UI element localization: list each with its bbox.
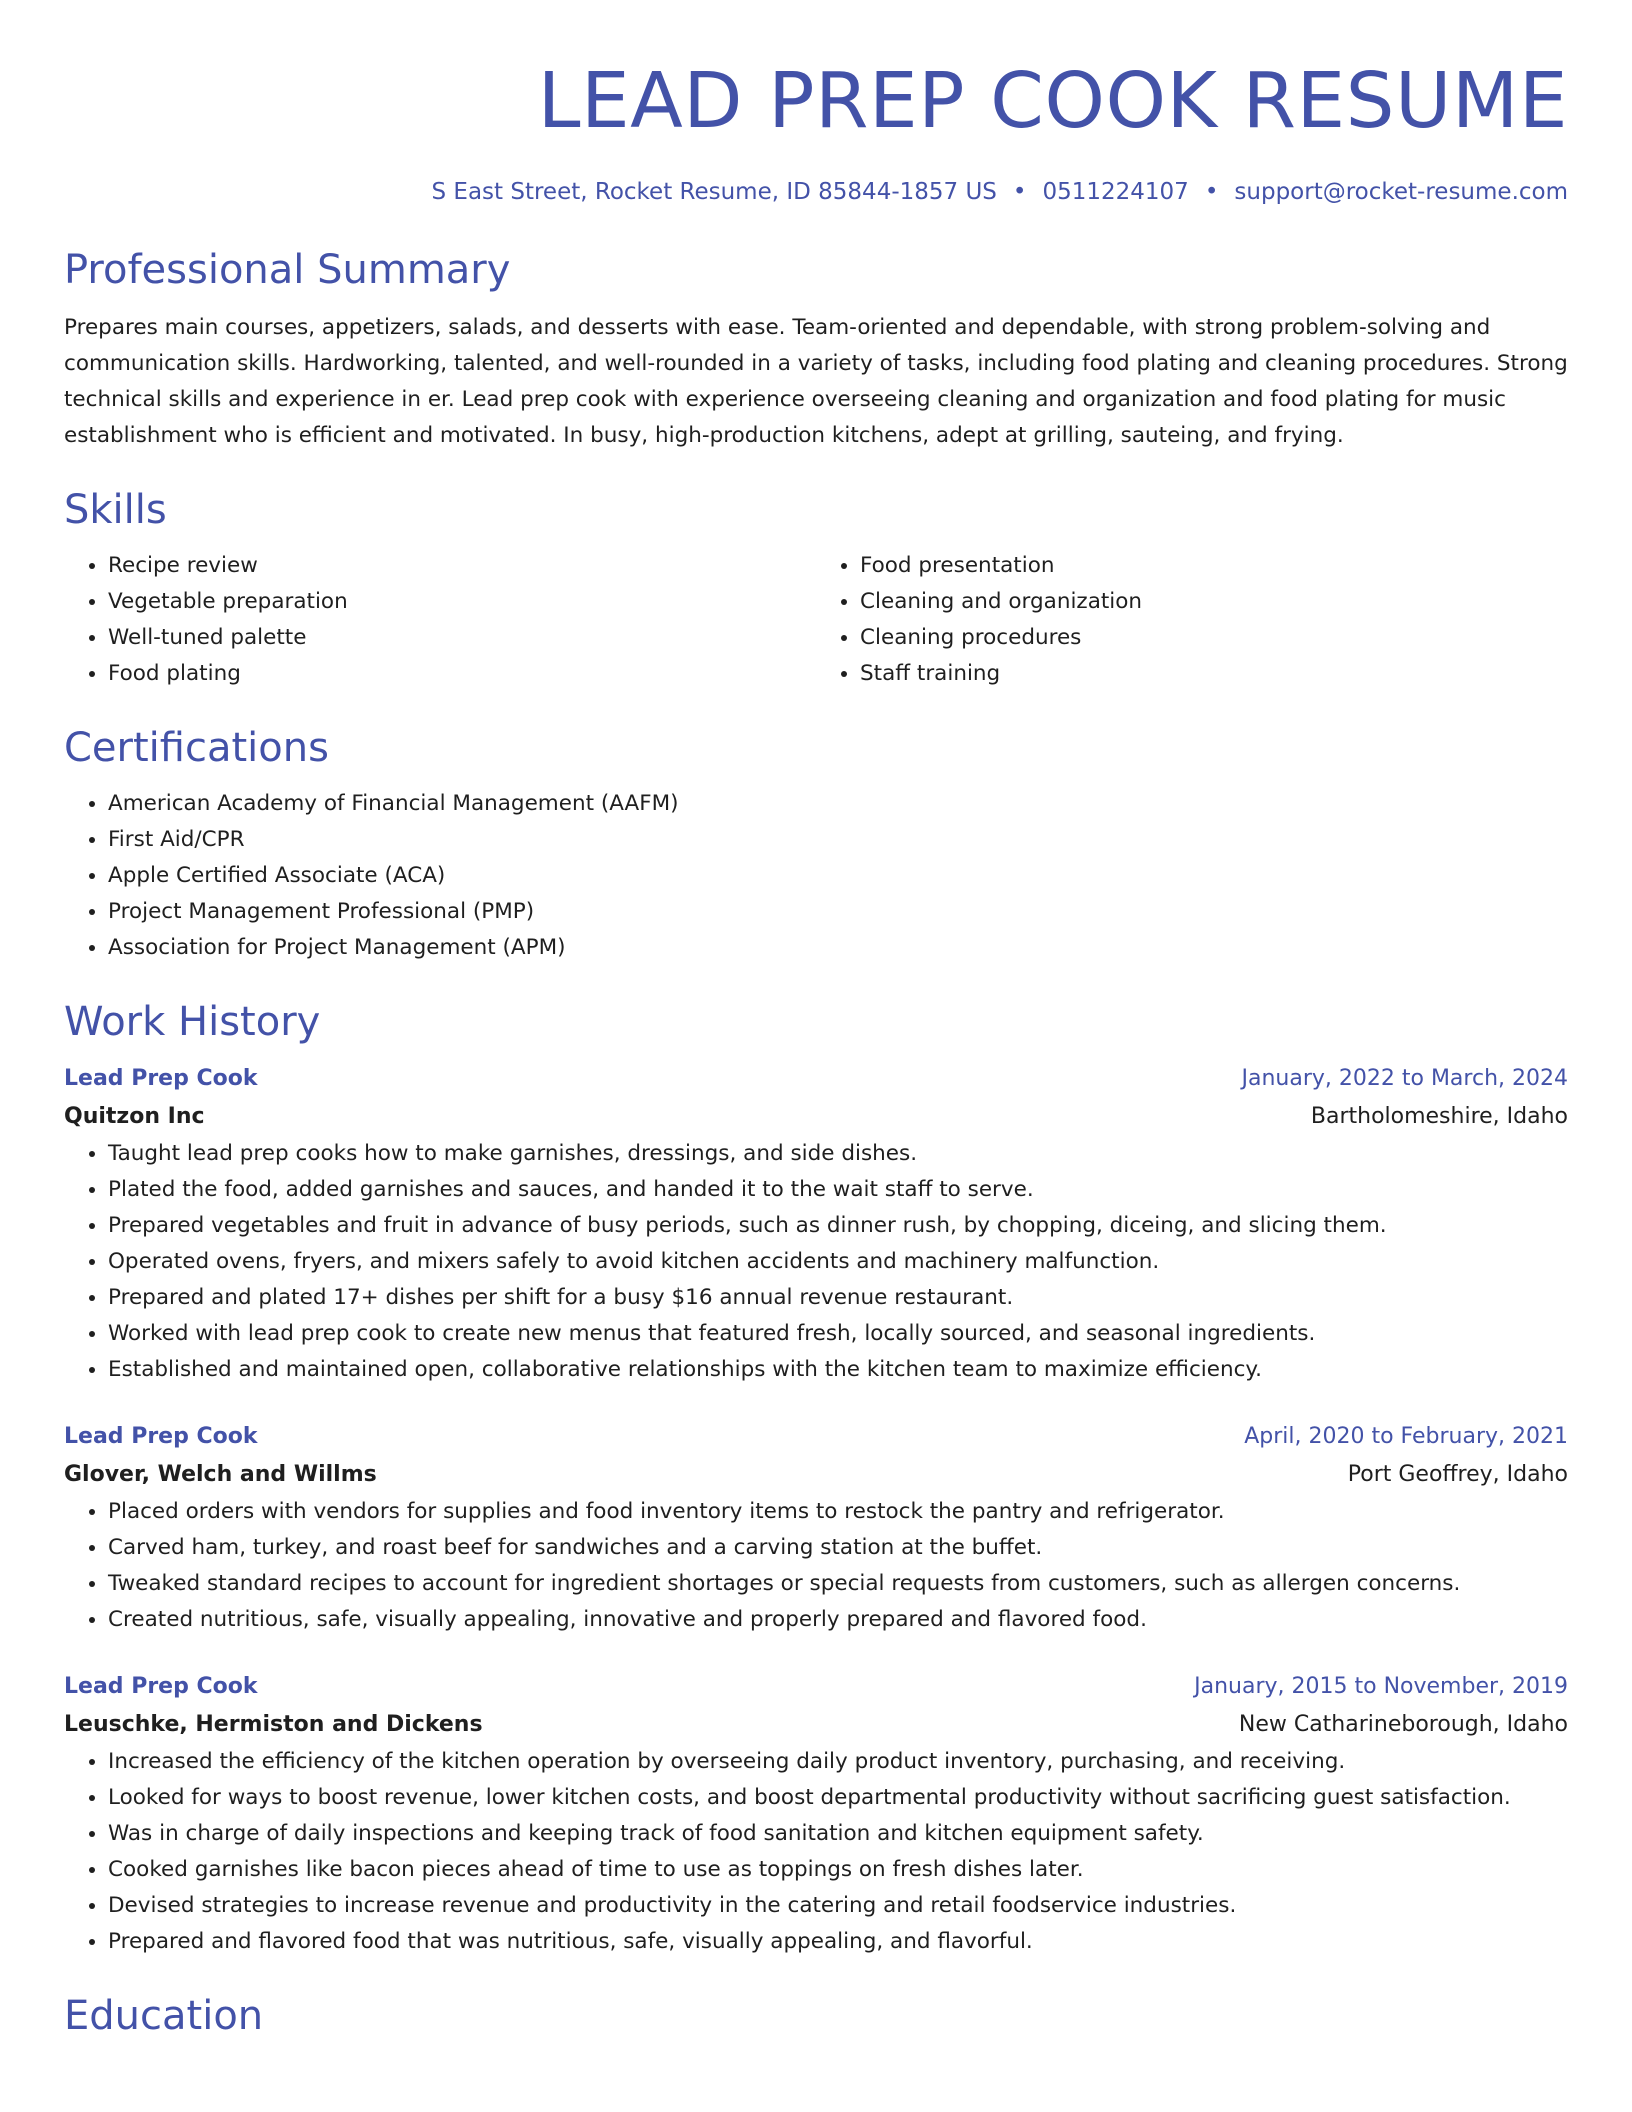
- job-bullet: • Prepared vegetables and fruit in advance of busy periods, such as dinner rush, by chopping, diceing, and slicing them.: [108, 1208, 1568, 1244]
- summary-heading: Professional Summary: [64, 247, 511, 293]
- skill-item: • Staff training: [860, 656, 1568, 692]
- skills-section: [64, 482, 1568, 692]
- job-bullet: • Tweaked standard recipes to account for ingredient shortages or special requests from customers, such as allergen concerns.: [108, 1566, 1568, 1602]
- education-heading: Education: [64, 1993, 264, 2039]
- job-bullet: • Placed orders with vendors for supplies and food inventory items to restock the pantry and refrigerator.: [108, 1494, 1568, 1530]
- job-dates: January, 2022 to March, 2024: [1241, 1066, 1568, 1091]
- skill-item: • Well-tuned palette: [108, 620, 816, 656]
- job-dates: April, 2020 to February, 2021: [1244, 1424, 1568, 1449]
- job-company-row: [64, 1706, 1568, 1744]
- job-company: Leuschke, Hermiston and Dickens: [64, 1712, 483, 1737]
- certifications-section: [64, 720, 1568, 966]
- job-bullets: [64, 1136, 1568, 1388]
- skill-item: • Cleaning and organization: [860, 584, 1568, 620]
- job-entry: [64, 1668, 1568, 1960]
- job-bullet: • Devised strategies to increase revenue and productivity in the catering and retail foodservice industries.: [108, 1888, 1568, 1924]
- job-dates: January, 2015 to November, 2019: [1194, 1674, 1568, 1699]
- job-bullets: [64, 1494, 1568, 1638]
- job-bullet: • Created nutritious, safe, visually appealing, innovative and properly prepared and flavored food.: [108, 1602, 1568, 1638]
- job-location: Port Geoffrey, Idaho: [1347, 1462, 1568, 1487]
- resume-title: LEAD PREP COOK RESUME: [537, 57, 1568, 146]
- work-history-section: [64, 994, 1568, 1960]
- certifications-list: [64, 786, 1568, 966]
- certification-item: • Association for Project Management (APM): [108, 930, 1568, 966]
- contact-separator: •: [1012, 179, 1027, 205]
- education-section: [64, 1988, 1568, 2044]
- job-header-row: [64, 1668, 1568, 1706]
- job-bullet: • Carved ham, turkey, and roast beef for sandwiches and a carving station at the buffet.: [108, 1530, 1568, 1566]
- summary-text: Prepares main courses, appetizers, salads, and desserts with ease. Team-oriented and dependable, with strong problem-solving and communication skills. Hardworking, talented, and well-rounded in a variety of tasks, including food plating and cleaning procedures. Strong technical skills and experience in er. Lead prep cook with experience overseeing cleaning and organization and food plating for music establishment who is efficient and motivated. In busy, high-production kitchens, adept at grilling, sauteing, and frying.: [64, 315, 1568, 448]
- job-company: Quitzon Inc: [64, 1104, 205, 1129]
- job-entry: [64, 1060, 1568, 1388]
- job-title: Lead Prep Cook: [64, 1066, 258, 1091]
- contact-email[interactable]: support@rocket-resume.com: [1234, 179, 1568, 205]
- job-bullet: • Looked for ways to boost revenue, lower kitchen costs, and boost departmental productivity without sacrificing guest satisfaction.: [108, 1780, 1568, 1816]
- skill-item: • Food presentation: [860, 548, 1568, 584]
- skill-item: • Cleaning procedures: [860, 620, 1568, 656]
- certification-item: • Project Management Professional (PMP): [108, 894, 1568, 930]
- skills-list-left: [64, 548, 816, 692]
- job-title: Lead Prep Cook: [64, 1674, 258, 1699]
- skills-heading: Skills: [64, 487, 167, 533]
- skill-item: • Vegetable preparation: [108, 584, 816, 620]
- job-bullet: • Cooked garnishes like bacon pieces ahead of time to use as toppings on fresh dishes later.: [108, 1852, 1568, 1888]
- job-bullet: • Was in charge of daily inspections and keeping track of food sanitation and kitchen equipment safety.: [108, 1816, 1568, 1852]
- job-bullet: • Worked with lead prep cook to create new menus that featured fresh, locally sourced, and seasonal ingredients.: [108, 1316, 1568, 1352]
- certification-item: • Apple Certified Associate (ACA): [108, 858, 1568, 894]
- job-location: Bartholomeshire, Idaho: [1310, 1104, 1568, 1129]
- skills-list-right: [816, 548, 1568, 692]
- skill-item: • Food plating: [108, 656, 816, 692]
- skill-item: • Recipe review: [108, 548, 816, 584]
- work-history-heading: Work History: [64, 999, 321, 1045]
- job-company-row: [64, 1098, 1568, 1136]
- job-bullet: • Prepared and flavored food that was nutritious, safe, visually appealing, and flavorful.: [108, 1924, 1568, 1960]
- contact-separator: •: [1204, 179, 1219, 205]
- job-bullet: • Operated ovens, fryers, and mixers safely to avoid kitchen accidents and machinery malfunction.: [108, 1244, 1568, 1280]
- contact-line: [64, 176, 1568, 208]
- job-header-row: [64, 1418, 1568, 1456]
- summary-section: [64, 242, 1568, 454]
- job-header-row: [64, 1060, 1568, 1098]
- skills-grid: [64, 548, 1568, 692]
- contact-phone: 0511224107: [1042, 179, 1189, 205]
- contact-address: S East Street, Rocket Resume, ID 85844-1857 US: [431, 179, 997, 205]
- job-bullet: • Prepared and plated 17+ dishes per shift for a busy $16 annual revenue restaurant.: [108, 1280, 1568, 1316]
- job-bullet: • Plated the food, added garnishes and sauces, and handed it to the wait staff to serve.: [108, 1172, 1568, 1208]
- job-company-row: [64, 1456, 1568, 1494]
- job-bullet: • Taught lead prep cooks how to make garnishes, dressings, and side dishes.: [108, 1136, 1568, 1172]
- job-bullet: • Increased the efficiency of the kitchen operation by overseeing daily product inventory, purchasing, and receiving.: [108, 1744, 1568, 1780]
- job-company: Glover, Welch and Willms: [64, 1462, 377, 1487]
- job-bullets: [64, 1744, 1568, 1960]
- job-location: New Catharineborough, Idaho: [1238, 1712, 1568, 1737]
- job-title: Lead Prep Cook: [64, 1424, 258, 1449]
- job-entry: [64, 1418, 1568, 1638]
- job-bullet: • Established and maintained open, collaborative relationships with the kitchen team to maximize efficiency.: [108, 1352, 1568, 1388]
- certification-item: • First Aid/CPR: [108, 822, 1568, 858]
- certifications-heading: Certifications: [64, 725, 329, 771]
- certification-item: • American Academy of Financial Management (AAFM): [108, 786, 1568, 822]
